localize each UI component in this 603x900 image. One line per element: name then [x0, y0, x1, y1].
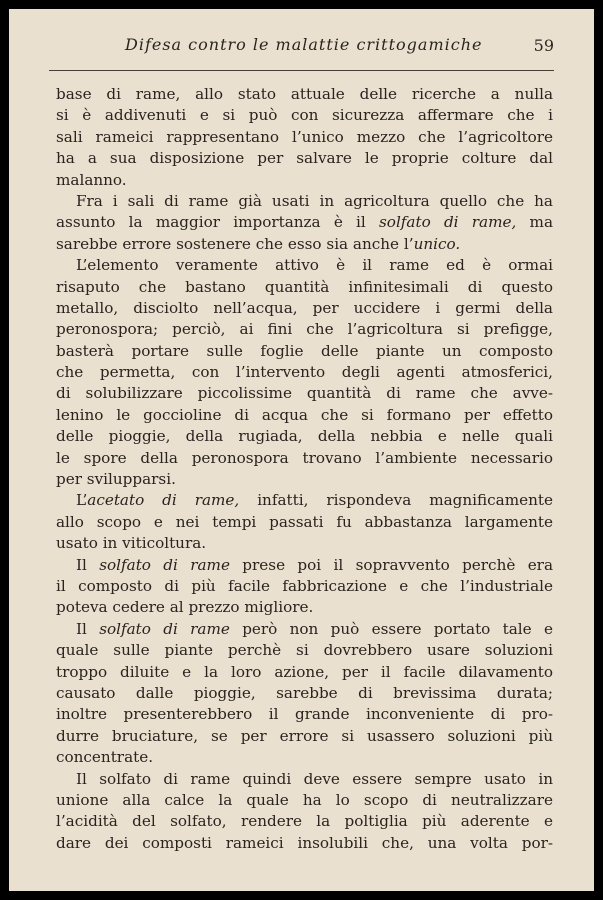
text-line — [56, 704, 553, 725]
text-run: base di rame, allo stato attuale delle ricerche a nulla — [56, 85, 553, 103]
body-text — [56, 84, 553, 854]
text-run: Il solfato di rame quindi deve essere sempre usato in — [76, 769, 553, 788]
page-header — [49, 35, 554, 63]
book-page — [9, 9, 594, 891]
text-run: per svilupparsi. — [56, 470, 176, 489]
text-line — [56, 319, 553, 340]
text-line — [56, 662, 553, 683]
text-run: quale sulle piante perchè si dovrebbero usare soluzioni — [56, 641, 553, 660]
text-run: sali rameici rappresentano l’unico mezzo che l’agricoltore — [56, 127, 553, 146]
text-line — [56, 234, 553, 255]
text-run: assunto la maggior importanza è il — [56, 213, 380, 232]
text-line — [56, 383, 553, 404]
text-run: il composto di più facile fabbricazione e che l’industriale — [56, 576, 553, 595]
text-line — [56, 426, 553, 447]
text-line — [56, 84, 553, 105]
text-line — [56, 212, 553, 233]
text-line — [56, 448, 553, 469]
text-line — [56, 170, 553, 191]
italic-term: solfato di rame, — [379, 213, 517, 232]
text-line — [56, 298, 553, 319]
text-line — [56, 747, 553, 768]
text-run: troppo diluite e la loro azione, per il facile dilavamento — [56, 662, 553, 681]
text-line — [56, 683, 553, 704]
text-line — [56, 619, 553, 640]
text-run: di solubilizzare piccolissime quantità di rame che avve- — [56, 384, 553, 403]
text-run: basterà portare sulle foglie delle piante un composto — [56, 341, 553, 360]
italic-term: unico. — [413, 234, 461, 253]
text-line — [56, 277, 553, 298]
text-line — [56, 341, 553, 362]
text-run: usato in viticoltura. — [56, 534, 207, 553]
text-line — [56, 105, 553, 126]
text-run: dare dei composti rameici insolubili che, una volta por- — [56, 833, 553, 852]
text-line — [56, 362, 553, 383]
page-number: 59 — [533, 36, 554, 55]
text-line — [56, 769, 553, 790]
text-run: sarebbe errore sostenere che esso sia anche l’ — [56, 234, 414, 253]
text-run: risaputo che bastano quantità infinitesimali di questo — [56, 277, 553, 296]
running-title: Difesa contro le malattie crittogamiche — [125, 35, 483, 54]
text-run: delle pioggie, della rugiada, della nebbia e nelle quali — [56, 427, 553, 446]
text-run: ma — [516, 213, 554, 232]
text-run: si è addivenuti e si può con sicurezza affermare che i — [56, 106, 553, 125]
text-run: poteva cedere al prezzo migliore. — [56, 598, 314, 617]
text-line — [56, 469, 553, 490]
text-line — [56, 191, 553, 212]
text-line — [56, 597, 553, 618]
text-line — [56, 405, 553, 426]
italic-term: acetato di rame, — [87, 491, 240, 510]
text-run: peronospora; perciò, ai fini che l’agricoltura si prefigge, — [56, 320, 553, 339]
text-line — [56, 726, 553, 747]
text-run: l’acidità del solfato, rendere la poltiglia più aderente e — [56, 812, 553, 831]
text-run: unione alla calce la quale ha lo scopo di neutralizzare — [56, 790, 553, 809]
text-run: ha a sua disposizione per salvare le proprie colture dal — [56, 149, 553, 168]
text-run: infatti, rispondeva magnificamente — [239, 491, 553, 510]
text-run: prese poi il sopravvento perchè era — [229, 555, 553, 574]
italic-term: solfato di rame — [99, 555, 230, 574]
text-run: Il — [76, 619, 100, 638]
text-run: che permetta, con l’intervento degli agenti atmosferici, — [56, 363, 553, 382]
text-run: L’elemento veramente attivo è il rame ed è ormai — [76, 256, 553, 275]
text-line — [56, 148, 553, 169]
text-line — [56, 811, 553, 832]
text-run: L’ — [76, 491, 88, 510]
text-line — [56, 127, 553, 148]
text-line — [56, 533, 553, 554]
text-line — [56, 790, 553, 811]
italic-term: solfato di rame — [99, 619, 230, 638]
text-run: allo scopo e nei tempi passati fu abbastanza largamente — [56, 512, 553, 531]
text-line — [56, 833, 553, 854]
header-rule — [49, 70, 554, 71]
text-run: malanno. — [56, 170, 127, 189]
text-run: causato dalle pioggie, sarebbe di brevissima durata; — [56, 683, 553, 702]
text-run: le spore della peronospora trovano l’ambiente necessario — [56, 448, 553, 467]
text-run: però non può essere portato tale e — [229, 619, 553, 638]
text-line — [56, 512, 553, 533]
text-run: durre bruciature, se per errore si usassero soluzioni più — [56, 726, 553, 745]
text-line — [56, 555, 553, 576]
text-line — [56, 255, 553, 276]
text-line — [56, 640, 553, 661]
text-line — [56, 490, 553, 511]
text-run: Il — [76, 555, 100, 574]
text-run: Fra i sali di rame già usati in agricoltura quello che ha — [76, 191, 553, 210]
text-run: concentrate. — [56, 748, 154, 767]
text-run: metallo, disciolto nell’acqua, per uccidere i germi della — [56, 298, 553, 317]
text-run: inoltre presenterebbero il grande inconveniente di pro- — [56, 705, 553, 724]
text-line — [56, 576, 553, 597]
text-run: lenino le goccioline di acqua che si formano per effetto — [56, 405, 553, 424]
